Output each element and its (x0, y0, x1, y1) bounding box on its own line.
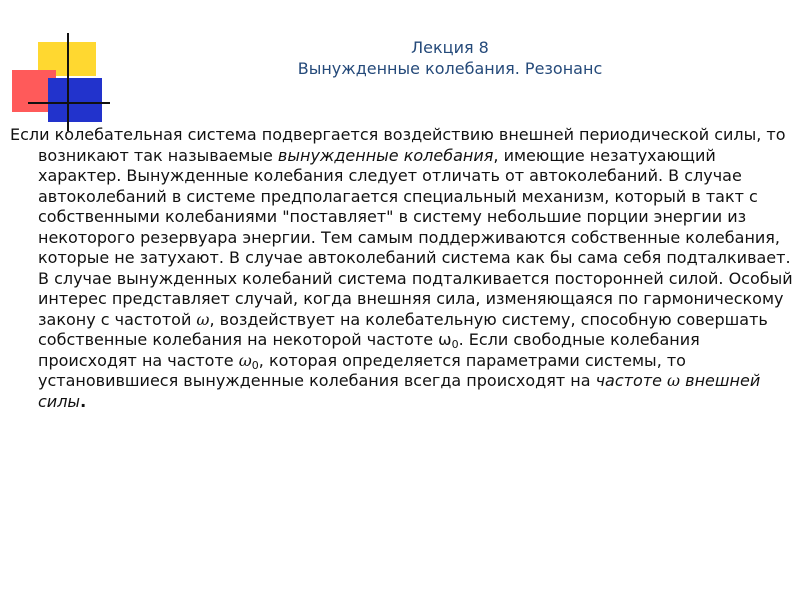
lecture-topic: Вынужденные колебания. Резонанс (297, 59, 603, 78)
decor-blue-square (48, 78, 102, 122)
text-run: . Если свободные колебания происходят на частоте (38, 330, 700, 370)
slide-title (230, 37, 670, 79)
omega-symbol: ω (667, 371, 681, 390)
decor-vertical-line (67, 33, 69, 131)
term-forced-oscillations: вынужденные колебания (277, 145, 494, 165)
omega-symbol: ω (196, 309, 210, 329)
text-run: Если колебательная система подвергается воздействию внешней периодической силы, то возникают так называемые (10, 125, 786, 165)
decor-horizontal-line (28, 102, 110, 104)
text-run: внешней силы (38, 371, 761, 411)
text-run: , которая определяется параметрами системы, то установившиеся вынужденные колебания всегда происходят на (38, 350, 686, 390)
subscript: 0 (251, 358, 259, 372)
omega-symbol: ω (238, 350, 252, 370)
lecture-number: Лекция 8 (411, 38, 489, 57)
body-paragraph (10, 125, 798, 412)
text-run: частоте (595, 371, 668, 390)
subscript: 0 (451, 338, 459, 351)
final-period: . (80, 391, 87, 411)
text-run: , воздействует на колебательную систему, способную совершать собственные колебания на некоторой частоте (38, 309, 768, 349)
text-run: , имеющие незатухающий характер. Вынужденные колебания следует отличать от автоколебаний. В случае автоколебаний в системе предполагается специальный механизм, который в такт с собственными колебаниями "поставляет" в систему небольшие порции энергии из некоторого резервуара энергии. Тем самым поддерживаются собственные колебания, которые не затухают. В случае автоколебаний система как бы сама себя подталкивает. В случае вынужденных колебаний система подталкивается посторонней силой. Особый интерес представляет случай, когда внешняя сила, изменяющаяся по гармоническому закону с частотой (38, 145, 793, 329)
omega-symbol: ω (438, 330, 452, 349)
